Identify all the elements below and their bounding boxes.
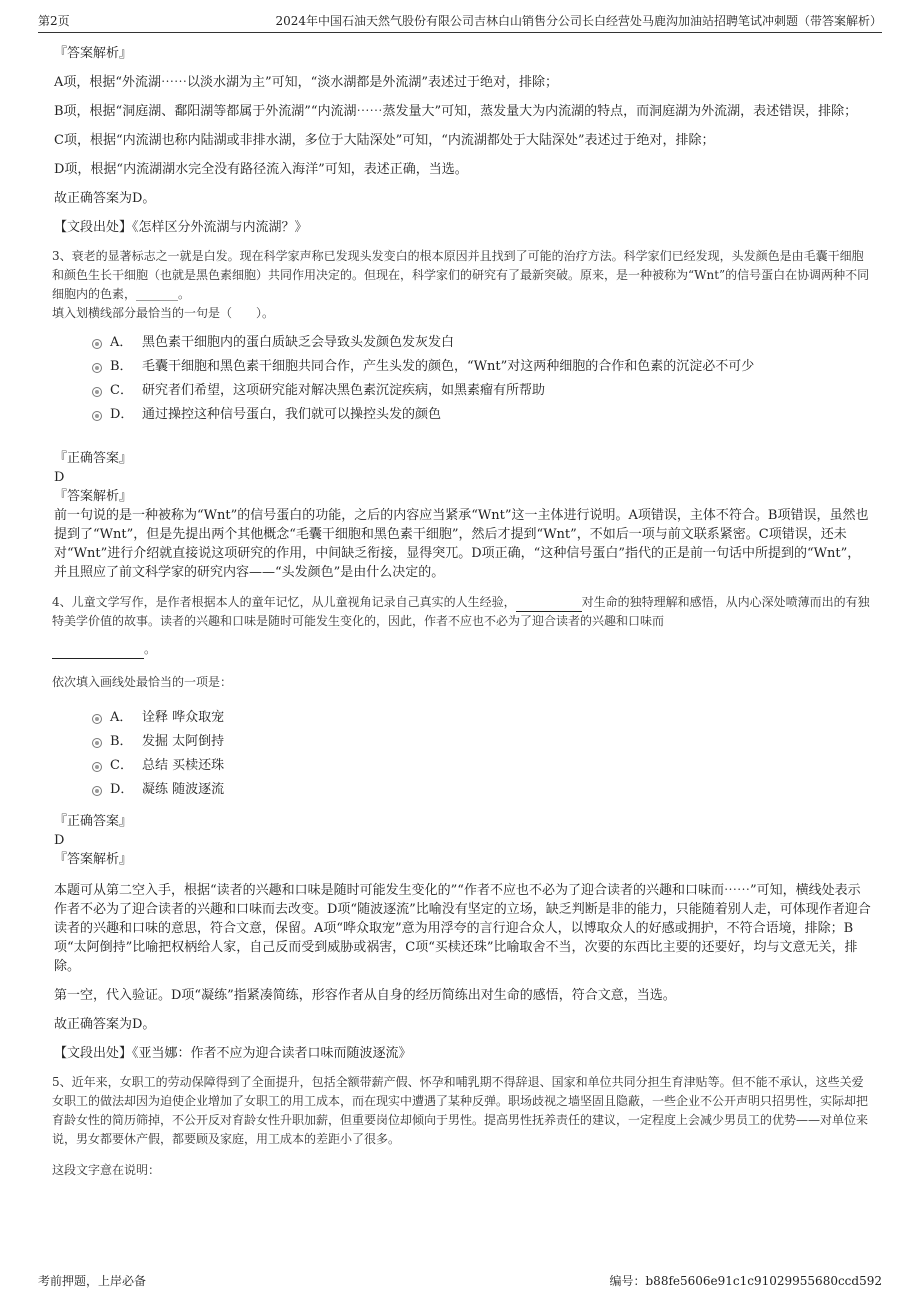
option-letter: B． <box>110 359 133 374</box>
q4-blank-1 <box>516 592 582 612</box>
q4-prompt: 依次填入画线处最恰当的一项是： <box>52 675 233 689</box>
option-letter: D． <box>110 407 134 422</box>
radio-icon[interactable] <box>92 738 102 748</box>
option-letter: C． <box>110 383 133 398</box>
q3-stem <box>52 247 872 304</box>
q3-option-a[interactable] <box>92 331 872 355</box>
q4-analysis-label: 『答案解析』 <box>54 852 133 867</box>
option-text: 发掘 太阿倒持 <box>142 734 225 749</box>
radio-icon[interactable] <box>92 786 102 796</box>
radio-icon[interactable] <box>92 714 102 724</box>
q3-stem-text: 3、衰老的显著标志之一就是白发。现在科学家声称已发现头发变白的根本原因并且找到了可能的治疗方法。科学家们已经发现，头发颜色是由毛囊干细胞和颜色生长干细胞（也就是黑色素细胞）共同作用决定的。但现在，科学家们的研究有了最新突破。原来，是一种被称为“Wnt”的信号蛋白在协调两种不同细胞内的色素， <box>52 249 870 301</box>
q4-options <box>92 706 872 802</box>
q2-source: 【文段出处】《怎样区分外流湖与内流湖？》 <box>54 220 308 235</box>
radio-icon[interactable] <box>92 339 102 349</box>
q4-blank-2 <box>52 639 144 659</box>
radio-icon[interactable] <box>92 762 102 772</box>
q3-option-c[interactable] <box>92 379 872 403</box>
q4-analysis-2: 第一空，代入验证。D项“凝练”指紧凑简练，形容作者从自身的经历简练出对生命的感悟，符合文意，当选。 <box>54 988 676 1003</box>
option-text: 总结 买椟还珠 <box>142 758 225 773</box>
option-letter: D． <box>110 782 134 797</box>
q2-analysis-label: 『答案解析』 <box>54 46 133 61</box>
q4-analysis-1: 本题可从第二空入手，根据“读者的兴趣和口味是随时可能发生变化的”“作者不应也不必为了迎合读者的兴趣和口味而⋯⋯”可知，横线处表示作者不必为了迎合读者的兴趣和口味而去改变。D项“随波逐流”比喻没有坚定的立场，缺乏判断是非的能力，只能随着别人走，可体现作者迎合读者的兴趣和口味的意思，符合文意，保留。A项“哗众取宠”意为用浮夸的言行迎合众人，以博取众人的好感或拥护，不符合语境，排除；B项“太阿倒持”比喻把权柄给人家，自己反而受到威胁或祸害，C项“买椟还珠”比喻取舍不当，次要的东西比主要的还要好，均与文意无关，排除。 <box>54 883 871 974</box>
q3-stem-end: 。 <box>178 287 191 301</box>
option-letter: B． <box>110 734 133 749</box>
q4-option-a[interactable] <box>92 706 872 730</box>
option-text: 诠释 哗众取宠 <box>142 710 225 725</box>
q4-stem-end: 。 <box>144 642 157 656</box>
q3-stem-blank: _______ <box>136 287 179 301</box>
q2-analysis-c: C项，根据“内流湖也称内陆湖或非排水湖，多位于大陆深处”可知，“内流湖都处于大陆深处”表述过于绝对，排除； <box>54 133 715 148</box>
option-text: 凝练 随波逐流 <box>142 782 225 797</box>
q3-answer: D <box>54 470 65 485</box>
q3-analysis-label: 『答案解析』 <box>54 489 133 504</box>
q3-options <box>92 331 872 427</box>
q4-conclusion: 故正确答案为D。 <box>54 1017 156 1032</box>
radio-icon[interactable] <box>92 411 102 421</box>
q4-stem <box>52 592 872 659</box>
q3-prompt: 填入划横线部分最恰当的一句是（ ）。 <box>52 306 275 320</box>
q2-analysis-b: B项，根据“洞庭湖、鄱阳湖等都属于外流湖”“内流湖⋯⋯蒸发量大”可知，蒸发量大为内流湖的特点，而洞庭湖为外流湖，表述错误，排除； <box>54 104 858 119</box>
page-footer <box>38 1272 882 1290</box>
q2-analysis-d: D项，根据“内流湖湖水完全没有路径流入海洋”可知，表述正确，当选。 <box>54 162 468 177</box>
q3-analysis: 前一句说的是一种被称为“Wnt”的信号蛋白的功能，之后的内容应当紧承“Wnt”这一主体进行说明。A项错误，主体不符合。B项错误，虽然也提到了“Wnt”，但是先提出两个其他概念“毛囊干细胞和黑色素干细胞”，然后才提到“Wnt”，不如后一项与前文联系紧密。C项错误，还未对“Wnt”进行介绍就直接说这项研究的作用，中间缺乏衔接，显得突兀。D项正确，“这种信号蛋白”指代的正是前一句话中所提到的“Wnt”，并且照应了前文科学家的研究内容——“头发颜色”是由什么决定的。 <box>54 508 869 580</box>
question-5 <box>52 1073 872 1180</box>
q4-option-d[interactable] <box>92 778 872 802</box>
q4-option-c[interactable] <box>92 754 872 778</box>
q3-answer-label: 『正确答案』 <box>54 451 133 466</box>
option-text: 黑色素干细胞内的蛋白质缺乏会导致头发颜色发灰发白 <box>142 335 455 350</box>
document-title: 2024年中国石油天然气股份有限公司吉林白山销售分公司长白经营处马鹿沟加油站招聘笔试冲刺题（带答案解析） <box>275 14 882 28</box>
page-number: 第2页 <box>38 14 70 28</box>
q4-stem-text-1: 4、儿童文学写作，是作者根据本人的童年记忆，从儿童视角记录自己真实的人生经验， <box>52 595 516 609</box>
question-4 <box>52 592 872 692</box>
q4-option-b[interactable] <box>92 730 872 754</box>
q2-analysis-a: A项，根据“外流湖⋯⋯以淡水湖为主”可知，“淡水湖都是外流湖”表述过于绝对，排除； <box>54 75 558 90</box>
option-text: 通过操控这种信号蛋白，我们就可以操控头发的颜色 <box>142 407 442 422</box>
q4-source: 【文段出处】《亚当娜：作者不应为迎合读者口味而随波逐流》 <box>54 1046 412 1061</box>
q3-option-d[interactable] <box>92 403 872 427</box>
q5-stem: 5、近年来，女职工的劳动保障得到了全面提升，包括全额带薪产假、怀孕和哺乳期不得辞退、国家和单位共同分担生育津贴等。但不能不承认，这些关爱女职工的做法却因为迫使企业增加了女职工的用工成本，而在现实中遭遇了某种反弹。职场歧视之墙坚固且隐蔽，一些企业不公开声明只招男性，实际却把育龄女性的简历筛掉，不公开反对育龄女性升职加薪，但重要岗位却倾向于男性。提高男性抚养责任的建议，一定程度上会减少男员工的优势——对单位来说，男女都要休产假，都要顾及家庭，用工成本的差距小了很多。 <box>52 1075 869 1146</box>
q4-answer: D <box>54 833 65 848</box>
page-content <box>54 44 872 1180</box>
radio-icon[interactable] <box>92 387 102 397</box>
footer-slogan: 考前押题，上岸必备 <box>38 1274 147 1288</box>
page-header <box>38 10 882 33</box>
question-3 <box>52 247 872 323</box>
q4-stem-text-2: 对生命的独特理解和感悟，从内心深处喷薄而出的有独特美学价值的故事。读者的兴趣和口味是随时可能发生变化的，因此，作者不应也不必为了迎合读者的兴趣和口味而 <box>52 595 870 628</box>
q4-answer-label: 『正确答案』 <box>54 814 133 829</box>
q2-conclusion: 故正确答案为D。 <box>54 191 156 206</box>
option-letter: C． <box>110 758 133 773</box>
radio-icon[interactable] <box>92 363 102 373</box>
option-letter: A． <box>110 335 133 350</box>
footer-doc-id: 编号：b88fe5606e91c1c91029955680ccd592 <box>609 1274 882 1288</box>
q3-option-b[interactable] <box>92 355 872 379</box>
option-letter: A． <box>110 710 133 725</box>
q5-prompt: 这段文字意在说明： <box>52 1163 161 1177</box>
option-text: 研究者们希望，这项研究能对解决黑色素沉淀疾病，如黑素瘤有所帮助 <box>142 383 546 398</box>
option-text: 毛囊干细胞和黑色素干细胞共同合作，产生头发的颜色，“Wnt”对这两种细胞的合作和色素的沉淀必不可少 <box>142 359 755 374</box>
